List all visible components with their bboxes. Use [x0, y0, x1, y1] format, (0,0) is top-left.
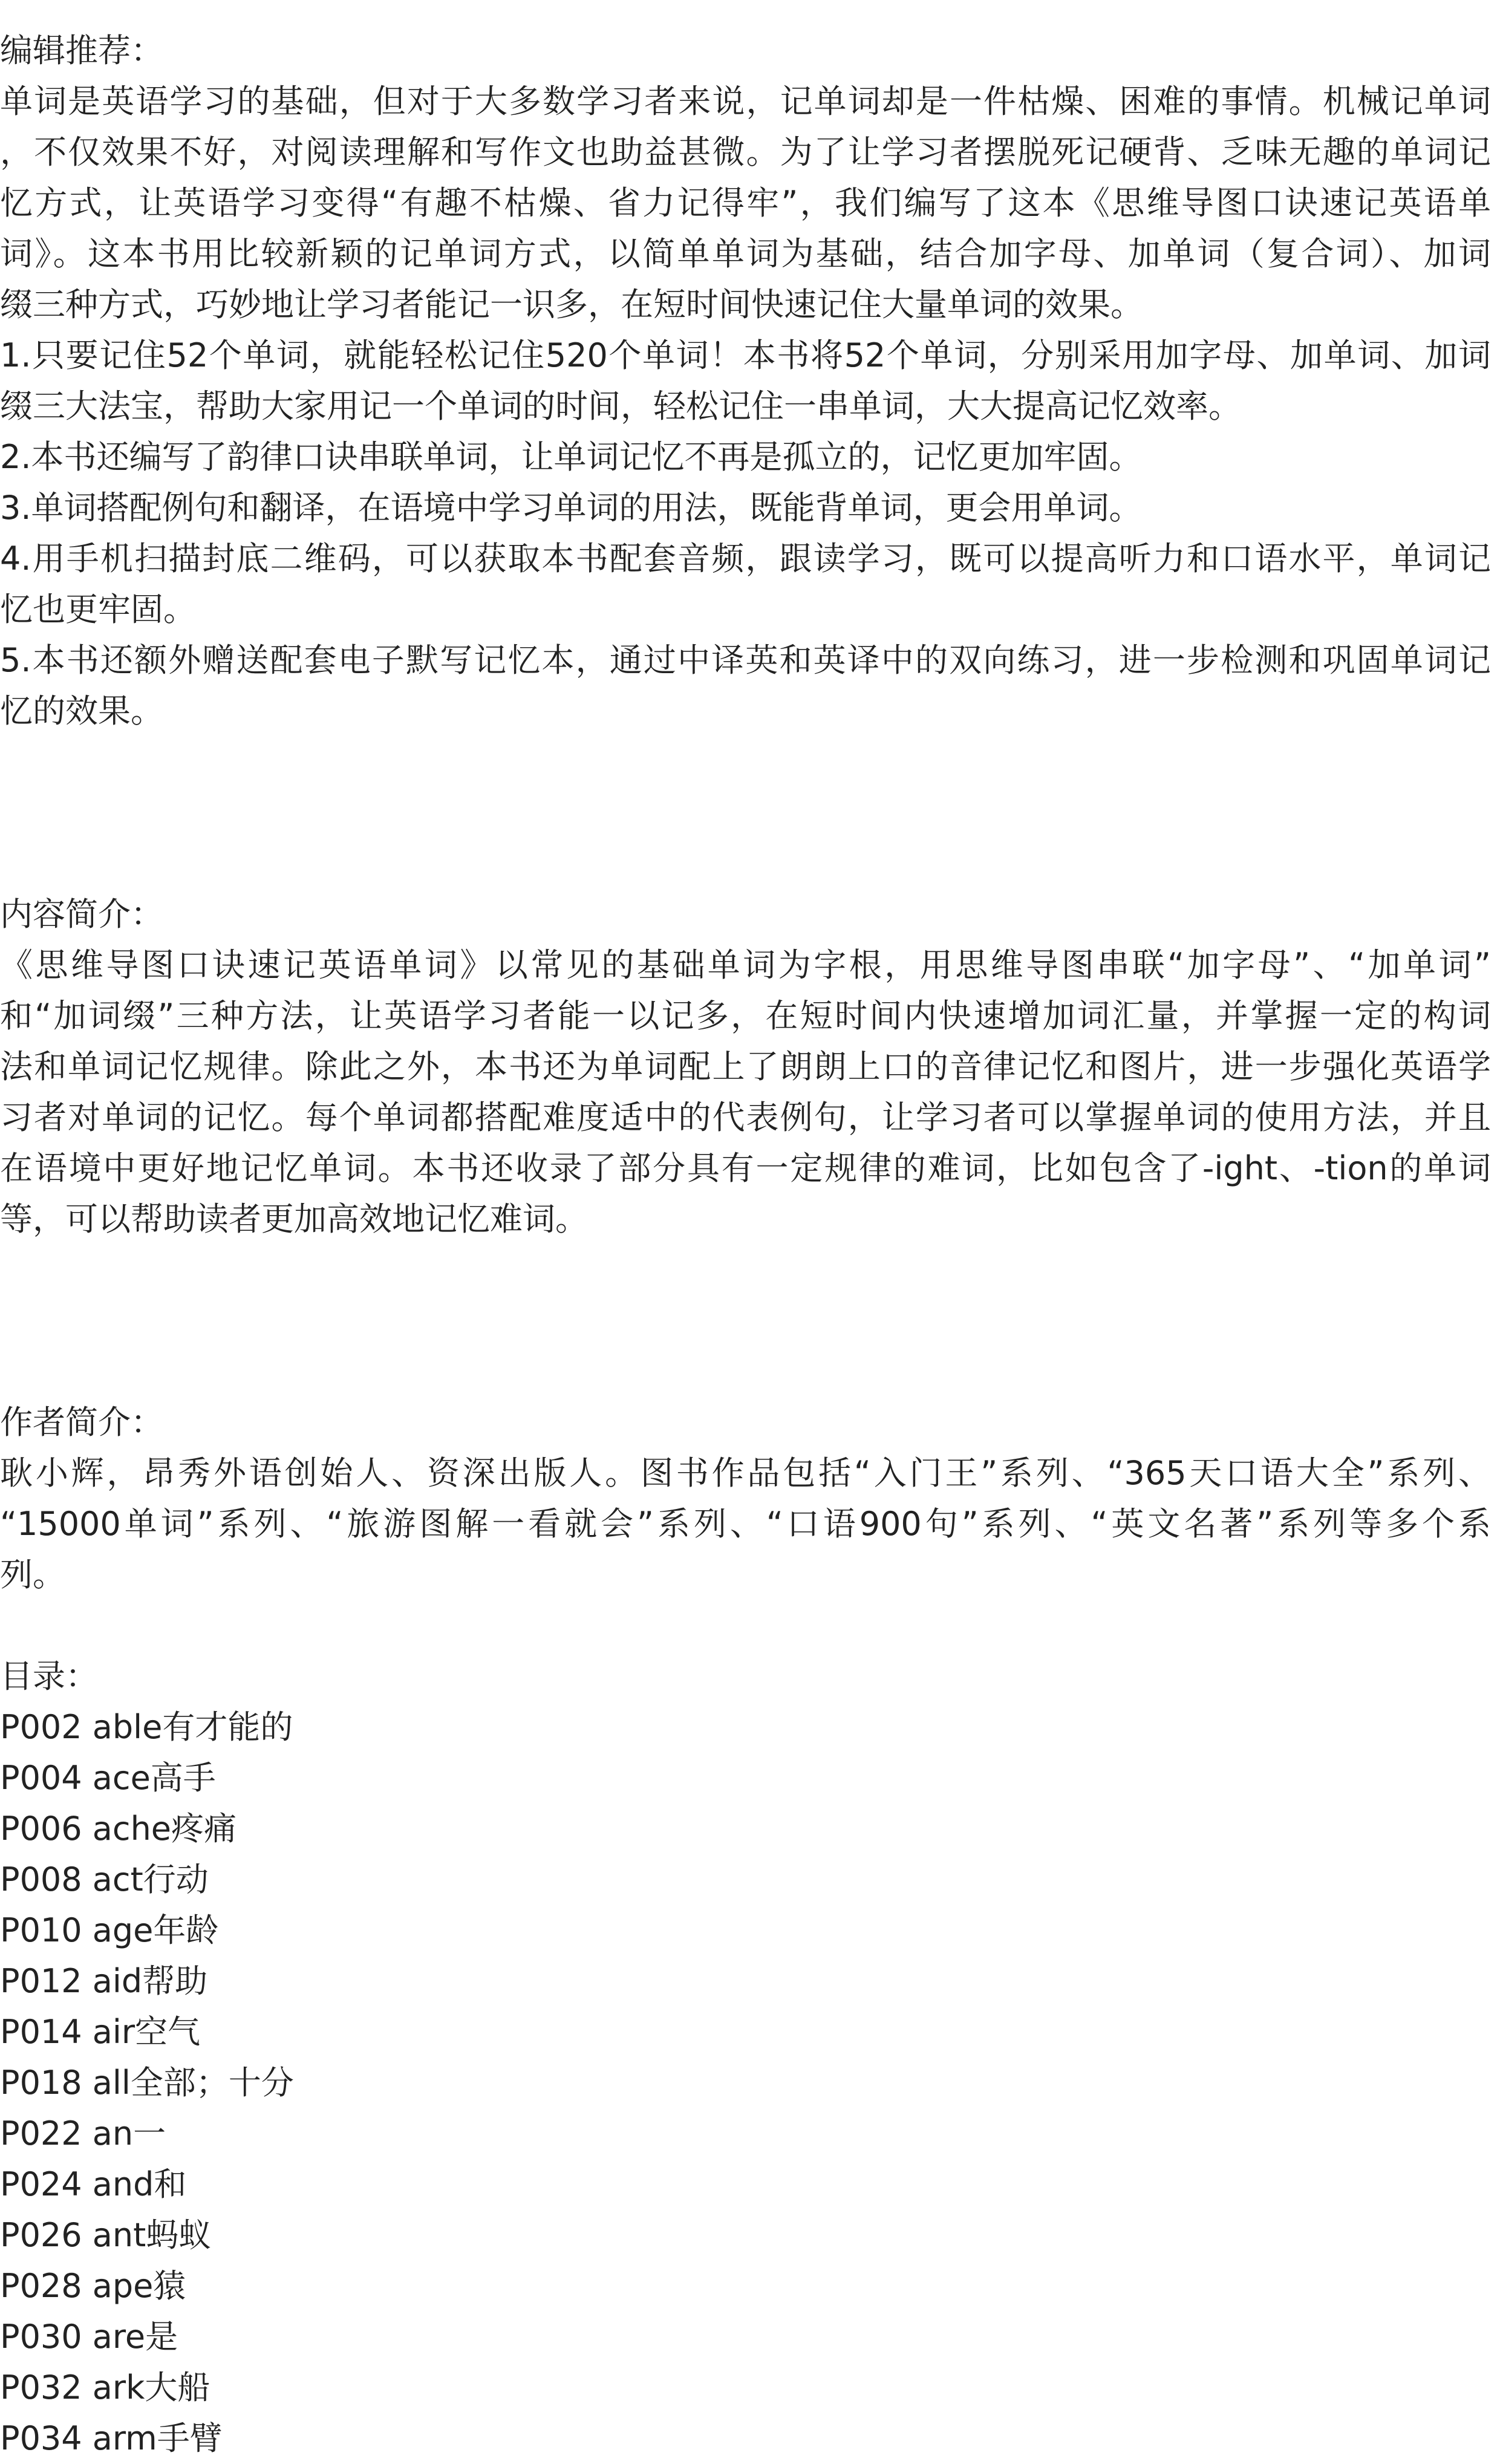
editor-line: 4.用手机扫描封底二维码，可以获取本书配套音频，跟读学习，既可以提高听力和口语水平，单词记	[0, 539, 1491, 578]
editor-line: 1.只要记住52个单词，就能轻松记住520个单词！本书将52个单词，分别采用加字母、加单词、加词	[0, 336, 1491, 374]
editor-recommendation-heading: 编辑推荐：	[0, 31, 163, 70]
toc-item: P006 ache疼痛	[0, 1810, 237, 1848]
document-body	[0, 25, 1491, 2464]
editor-line: 忆的效果。	[0, 692, 163, 730]
toc-item: P018 all全部；十分	[0, 2064, 294, 2102]
toc-item: P012 aid帮助	[0, 1962, 208, 2000]
editor-line: 缀三大法宝，帮助大家用记一个单词的时间，轻松记住一串单词，大大提高记忆效率。	[0, 387, 1241, 425]
author-heading: 作者简介：	[0, 1403, 163, 1441]
editor-recommendation-section	[0, 25, 1491, 737]
toc-item: P008 act行动	[0, 1860, 209, 1899]
summary-line: 和“加词缀”三种方法，让英语学习者能一以记多，在短时间内快速增加词汇量，并掌握一定的构词	[0, 997, 1491, 1035]
toc-item: P014 air空气	[0, 2013, 201, 2051]
content-summary-heading: 内容简介：	[0, 895, 163, 933]
toc-item: P028 ape猿	[0, 2267, 186, 2305]
toc-item: P024 and和	[0, 2165, 187, 2203]
summary-line: 习者对单词的记忆。每个单词都搭配难度适中的代表例句，让学习者可以掌握单词的使用方法，并且	[0, 1098, 1491, 1136]
editor-line: 单词是英语学习的基础，但对于大多数学习者来说，记单词却是一件枯燥、困难的事情。机械记单词	[0, 82, 1491, 120]
editor-line: 词》。这本书用比较新颖的记单词方式，以简单单词为基础，结合加字母、加单词（复合词）、加词	[0, 235, 1491, 273]
author-line: 耿小辉，昂秀外语创始人、资深出版人。图书作品包括“入门王”系列、“365天口语大全”系列、	[0, 1454, 1491, 1492]
section-spacer	[0, 1245, 1491, 1397]
content-summary-section	[0, 889, 1491, 1245]
toc-heading: 目录：	[0, 1657, 98, 1695]
author-line: “15000单词”系列、“旅游图解一看就会”系列、“口语900句”系列、“英文名著”系列等多个系	[0, 1505, 1491, 1543]
editor-line: 忆也更牢固。	[0, 590, 196, 628]
toc-item: P032 ark大船	[0, 2368, 210, 2407]
toc-item: P010 age年龄	[0, 1911, 219, 1949]
summary-line: 法和单词记忆规律。除此之外，本书还为单词配上了朗朗上口的音律记忆和图片，进一步强化英语学	[0, 1048, 1491, 1086]
summary-line: 《思维导图口诀速记英语单词》以常见的基础单词为字根，用思维导图串联“加字母”、“加单词”	[0, 946, 1491, 984]
editor-line: 2.本书还编写了韵律口诀串联单词，让单词记忆不再是孤立的，记忆更加牢固。	[0, 438, 1142, 476]
author-section	[0, 1397, 1491, 1600]
toc-item: P030 are是	[0, 2318, 178, 2356]
author-line: 列。	[0, 1556, 65, 1594]
editor-line: 5.本书还额外赠送配套电子默写记忆本，通过中译英和英译中的双向练习，进一步检测和巩固单词记	[0, 641, 1491, 679]
editor-line: 缀三种方式，巧妙地让学习者能记一识多，在短时间快速记住大量单词的效果。	[0, 285, 1143, 324]
section-spacer	[0, 1600, 1491, 1651]
editor-line: 忆方式，让英语学习变得“有趣不枯燥、省力记得牢”，我们编写了这本《思维导图口诀速记英语单	[0, 184, 1491, 222]
toc-item: P004 ace高手	[0, 1759, 216, 1797]
toc-item: P034 arm手臂	[0, 2419, 223, 2457]
toc-item: P026 ant蚂蚁	[0, 2216, 212, 2254]
editor-line: 3.单词搭配例句和翻译，在语境中学习单词的用法，既能背单词，更会用单词。	[0, 489, 1142, 527]
toc-item: P022 an一	[0, 2114, 166, 2153]
summary-line: 在语境中更好地记忆单词。本书还收录了部分具有一定规律的难词，比如包含了-ight、-tion的单词	[0, 1149, 1491, 1187]
toc-item: P002 able有才能的	[0, 1708, 293, 1746]
editor-line: ，不仅效果不好，对阅读理解和写作文也助益甚微。为了让学习者摆脱死记硬背、乏味无趣的单词记	[0, 133, 1491, 171]
table-of-contents-section	[0, 1651, 1491, 2464]
summary-line: 等，可以帮助读者更加高效地记忆难词。	[0, 1200, 588, 1238]
section-spacer	[0, 737, 1491, 889]
